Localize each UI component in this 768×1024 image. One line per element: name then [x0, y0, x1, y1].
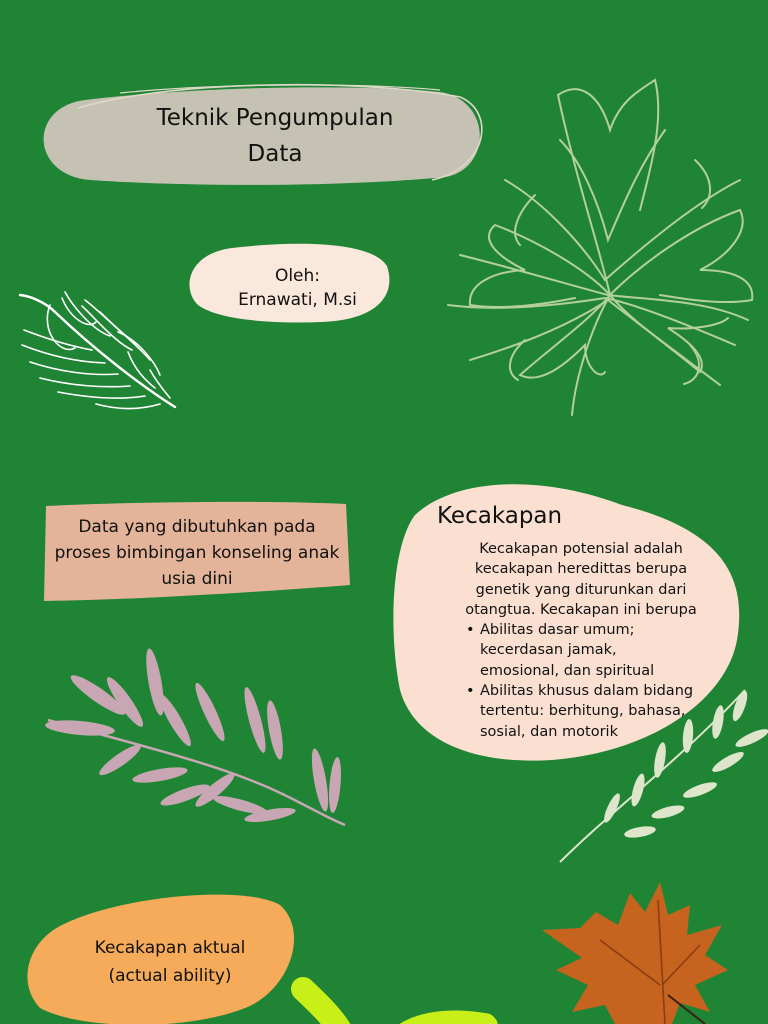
maple-leaf-icon [542, 882, 728, 1024]
actual-line-1: Kecakapan aktual [94, 938, 246, 958]
data-needed-text: Data yang dibutuhkan pada proses bimbingan konseling anak usia dini [54, 517, 340, 589]
title-line-1: Teknik Pengumpulan [156, 105, 394, 131]
list-item: • Abilitas dasar umum; kecerdasan jamak, emosional, dan spiritual [480, 620, 700, 681]
fern-leaf-icon [20, 292, 175, 409]
title-line-2: Data [247, 141, 303, 167]
mauve-branch-icon [45, 647, 345, 825]
kecakapan-heading: Kecakapan [437, 503, 563, 529]
lime-stroke [303, 989, 340, 1024]
author-label: Oleh: [274, 266, 321, 286]
actual-ability-text [55, 934, 285, 990]
author-name: Ernawati, M.si [238, 290, 357, 310]
kecakapan-list [462, 620, 700, 742]
kecakapan-intro: Kecakapan potensial adalah kecakapan heredittas berupa genetik yang diturunkan dari otangtua. Kecakapan ini berupa [465, 541, 697, 618]
lime-blob [392, 1011, 498, 1024]
page-title [95, 100, 455, 172]
kecakapan-body [462, 539, 700, 742]
actual-line-2: (actual ability) [108, 966, 232, 986]
list-item: • Abilitas khusus dalam bidang tertentu: berhitung, bahasa, sosial, dan motorik [480, 681, 700, 742]
palm-frond-outline-icon [448, 80, 752, 415]
